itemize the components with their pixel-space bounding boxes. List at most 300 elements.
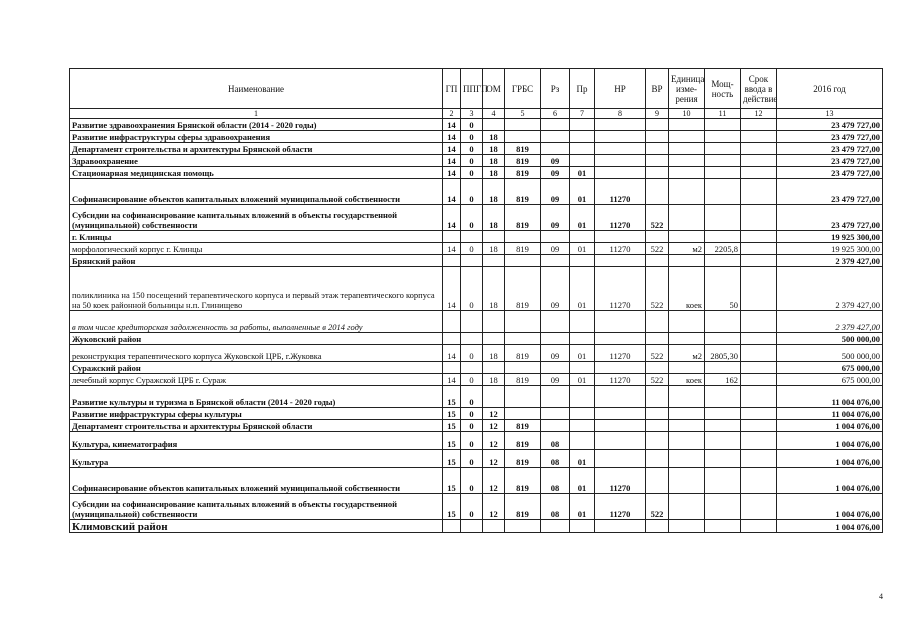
table-row — [70, 386, 883, 408]
unit-cell — [669, 143, 705, 155]
power-cell — [705, 205, 741, 231]
vr-cell — [646, 450, 669, 468]
nr-cell — [595, 155, 646, 167]
nr-cell — [595, 311, 646, 333]
row-name-cell: Здравоохранение — [70, 155, 443, 167]
amount-cell: 19 925 300,00 — [777, 243, 883, 255]
pr-cell — [570, 420, 595, 432]
table-row — [70, 243, 883, 255]
row-name-cell: поликлиника на 150 посещений терапевтического корпуса и первый этаж терапевтического корпуса на 50 коек районной больницы н.п. Глинищево — [70, 267, 443, 311]
unit-cell: м2 — [669, 243, 705, 255]
term-cell — [741, 167, 777, 179]
power-cell — [705, 408, 741, 420]
grbs-cell: 819 — [505, 179, 541, 205]
term-cell — [741, 205, 777, 231]
pr-cell: 01 — [570, 167, 595, 179]
unit-cell — [669, 205, 705, 231]
table-body — [70, 119, 883, 533]
column-number: 6 — [541, 109, 570, 119]
unit-cell — [669, 131, 705, 143]
table-row — [70, 432, 883, 450]
table-row — [70, 333, 883, 345]
amount-cell: 1 004 076,00 — [777, 468, 883, 494]
unit-cell — [669, 386, 705, 408]
om-cell: 12 — [483, 408, 505, 420]
gp-cell — [443, 311, 461, 333]
ppgp-cell: 0 — [461, 205, 483, 231]
nr-cell — [595, 450, 646, 468]
grbs-cell — [505, 362, 541, 374]
table-row — [70, 255, 883, 267]
ppgp-cell — [461, 362, 483, 374]
rz-cell: 08 — [541, 450, 570, 468]
om-cell — [483, 311, 505, 333]
grbs-cell: 819 — [505, 267, 541, 311]
grbs-cell — [505, 231, 541, 243]
gp-cell: 15 — [443, 468, 461, 494]
gp-cell — [443, 333, 461, 345]
ppgp-cell: 0 — [461, 432, 483, 450]
pr-cell: 01 — [570, 450, 595, 468]
power-cell — [705, 179, 741, 205]
ppgp-cell — [461, 231, 483, 243]
ppgp-cell: 0 — [461, 243, 483, 255]
amount-cell: 1 004 076,00 — [777, 520, 883, 533]
nr-cell — [595, 362, 646, 374]
term-cell — [741, 374, 777, 386]
column-number: 11 — [705, 109, 741, 119]
vr-cell — [646, 386, 669, 408]
power-cell — [705, 155, 741, 167]
pr-cell — [570, 155, 595, 167]
grbs-cell: 819 — [505, 420, 541, 432]
ppgp-cell: 0 — [461, 267, 483, 311]
vr-cell — [646, 468, 669, 494]
term-cell — [741, 155, 777, 167]
unit-cell: коек — [669, 374, 705, 386]
header-unit: Единица изме-рения — [669, 69, 705, 109]
om-cell — [483, 119, 505, 131]
power-cell — [705, 468, 741, 494]
gp-cell: 15 — [443, 386, 461, 408]
table-row — [70, 155, 883, 167]
rz-cell — [541, 255, 570, 267]
pr-cell — [570, 432, 595, 450]
vr-cell — [646, 520, 669, 533]
row-name-cell: г. Клинцы — [70, 231, 443, 243]
vr-cell: 522 — [646, 267, 669, 311]
grbs-cell: 819 — [505, 374, 541, 386]
vr-cell: 522 — [646, 374, 669, 386]
table-row — [70, 311, 883, 333]
term-cell — [741, 494, 777, 520]
ppgp-cell: 0 — [461, 374, 483, 386]
rz-cell — [541, 408, 570, 420]
om-cell: 18 — [483, 205, 505, 231]
ppgp-cell: 0 — [461, 155, 483, 167]
header-name: Наименование — [70, 69, 443, 109]
amount-cell: 2 379 427,00 — [777, 311, 883, 333]
gp-cell — [443, 520, 461, 533]
vr-cell — [646, 362, 669, 374]
unit-cell — [669, 420, 705, 432]
amount-cell: 23 479 727,00 — [777, 143, 883, 155]
header-term: Срок ввода в действие — [741, 69, 777, 109]
gp-cell: 14 — [443, 143, 461, 155]
pr-cell — [570, 131, 595, 143]
om-cell — [483, 520, 505, 533]
nr-cell — [595, 255, 646, 267]
ppgp-cell: 0 — [461, 408, 483, 420]
term-cell — [741, 408, 777, 420]
om-cell: 18 — [483, 345, 505, 362]
vr-cell — [646, 255, 669, 267]
om-cell: 18 — [483, 143, 505, 155]
term-cell — [741, 420, 777, 432]
vr-cell — [646, 143, 669, 155]
rz-cell: 08 — [541, 494, 570, 520]
om-cell: 12 — [483, 450, 505, 468]
vr-cell: 522 — [646, 345, 669, 362]
nr-cell — [595, 119, 646, 131]
power-cell — [705, 255, 741, 267]
column-number: 5 — [505, 109, 541, 119]
ppgp-cell — [461, 255, 483, 267]
rz-cell — [541, 311, 570, 333]
power-cell: 2805,30 — [705, 345, 741, 362]
nr-cell — [595, 520, 646, 533]
om-cell: 18 — [483, 155, 505, 167]
gp-cell: 14 — [443, 131, 461, 143]
column-number: 1 — [70, 109, 443, 119]
table-row — [70, 468, 883, 494]
om-cell — [483, 333, 505, 345]
gp-cell — [443, 362, 461, 374]
power-cell — [705, 450, 741, 468]
row-name-cell: Департамент строительства и архитектуры Брянской области — [70, 420, 443, 432]
gp-cell: 15 — [443, 420, 461, 432]
nr-cell: 11270 — [595, 205, 646, 231]
table-row — [70, 179, 883, 205]
unit-cell — [669, 231, 705, 243]
grbs-cell: 819 — [505, 494, 541, 520]
column-number: 4 — [483, 109, 505, 119]
nr-cell — [595, 432, 646, 450]
rz-cell: 09 — [541, 345, 570, 362]
unit-cell — [669, 408, 705, 420]
term-cell — [741, 267, 777, 311]
table-row — [70, 408, 883, 420]
header-year: 2016 год — [777, 69, 883, 109]
amount-cell: 1 004 076,00 — [777, 432, 883, 450]
om-cell: 18 — [483, 243, 505, 255]
pr-cell — [570, 119, 595, 131]
om-cell: 18 — [483, 179, 505, 205]
grbs-cell — [505, 131, 541, 143]
row-name-cell: Стационарная медицинская помощь — [70, 167, 443, 179]
unit-cell — [669, 450, 705, 468]
grbs-cell: 819 — [505, 167, 541, 179]
nr-cell — [595, 333, 646, 345]
term-cell — [741, 179, 777, 205]
pr-cell — [570, 311, 595, 333]
table-row — [70, 420, 883, 432]
term-cell — [741, 520, 777, 533]
power-cell — [705, 420, 741, 432]
gp-cell: 15 — [443, 432, 461, 450]
unit-cell — [669, 179, 705, 205]
rz-cell: 08 — [541, 432, 570, 450]
power-cell: 50 — [705, 267, 741, 311]
power-cell — [705, 494, 741, 520]
term-cell — [741, 255, 777, 267]
power-cell — [705, 333, 741, 345]
om-cell — [483, 255, 505, 267]
power-cell — [705, 231, 741, 243]
power-cell — [705, 119, 741, 131]
amount-cell: 23 479 727,00 — [777, 155, 883, 167]
table-row — [70, 450, 883, 468]
gp-cell: 14 — [443, 267, 461, 311]
amount-cell: 1 004 076,00 — [777, 494, 883, 520]
amount-cell: 1 004 076,00 — [777, 420, 883, 432]
om-cell — [483, 362, 505, 374]
term-cell — [741, 362, 777, 374]
column-number: 10 — [669, 109, 705, 119]
nr-cell — [595, 143, 646, 155]
pr-cell — [570, 143, 595, 155]
power-cell — [705, 386, 741, 408]
grbs-cell: 819 — [505, 468, 541, 494]
gp-cell — [443, 255, 461, 267]
gp-cell: 15 — [443, 408, 461, 420]
row-name-cell: реконструкция терапевтического корпуса Жуковской ЦРБ, г.Жуковка — [70, 345, 443, 362]
amount-cell: 1 004 076,00 — [777, 450, 883, 468]
pr-cell — [570, 231, 595, 243]
ppgp-cell: 0 — [461, 143, 483, 155]
grbs-cell: 819 — [505, 143, 541, 155]
unit-cell — [669, 520, 705, 533]
power-cell — [705, 311, 741, 333]
vr-cell: 522 — [646, 243, 669, 255]
column-number: 13 — [777, 109, 883, 119]
rz-cell — [541, 131, 570, 143]
column-number: 2 — [443, 109, 461, 119]
grbs-cell — [505, 386, 541, 408]
nr-cell — [595, 167, 646, 179]
pr-cell: 01 — [570, 468, 595, 494]
pr-cell — [570, 333, 595, 345]
term-cell — [741, 450, 777, 468]
row-name-cell: Развитие культуры и туризма в Брянской области (2014 - 2020 годы) — [70, 386, 443, 408]
row-name-cell: лечебный корпус Суражской ЦРБ г. Сураж — [70, 374, 443, 386]
gp-cell: 14 — [443, 167, 461, 179]
unit-cell — [669, 255, 705, 267]
rz-cell: 08 — [541, 468, 570, 494]
gp-cell: 14 — [443, 155, 461, 167]
rz-cell — [541, 119, 570, 131]
vr-cell: 522 — [646, 205, 669, 231]
column-number: 7 — [570, 109, 595, 119]
column-number: 8 — [595, 109, 646, 119]
power-cell — [705, 167, 741, 179]
gp-cell: 14 — [443, 205, 461, 231]
budget-table — [69, 68, 883, 533]
amount-cell: 500 000,00 — [777, 345, 883, 362]
column-number: 3 — [461, 109, 483, 119]
table-row — [70, 231, 883, 243]
header-vr: ВР — [646, 69, 669, 109]
gp-cell: 14 — [443, 374, 461, 386]
rz-cell: 09 — [541, 155, 570, 167]
header-ppgp: ППГП — [461, 69, 483, 109]
row-name-cell: Софинансирование объектов капитальных вложений муниципальной собственности — [70, 179, 443, 205]
pr-cell: 01 — [570, 345, 595, 362]
column-number: 12 — [741, 109, 777, 119]
column-number: 9 — [646, 109, 669, 119]
power-cell: 162 — [705, 374, 741, 386]
nr-cell — [595, 231, 646, 243]
ppgp-cell: 0 — [461, 386, 483, 408]
amount-cell: 500 000,00 — [777, 333, 883, 345]
header-om: ОМ — [483, 69, 505, 109]
rz-cell — [541, 520, 570, 533]
row-name-cell: Софинансирование объектов капитальных вложений муниципальной собственности — [70, 468, 443, 494]
row-name-cell: Культура — [70, 450, 443, 468]
table-row — [70, 131, 883, 143]
pr-cell — [570, 386, 595, 408]
rz-cell: 09 — [541, 267, 570, 311]
grbs-cell — [505, 119, 541, 131]
vr-cell — [646, 167, 669, 179]
term-cell — [741, 131, 777, 143]
table-row — [70, 119, 883, 131]
term-cell — [741, 243, 777, 255]
om-cell: 18 — [483, 374, 505, 386]
term-cell — [741, 345, 777, 362]
nr-cell: 11270 — [595, 374, 646, 386]
ppgp-cell: 0 — [461, 131, 483, 143]
amount-cell: 23 479 727,00 — [777, 205, 883, 231]
pr-cell: 01 — [570, 205, 595, 231]
vr-cell — [646, 231, 669, 243]
power-cell — [705, 432, 741, 450]
amount-cell: 2 379 427,00 — [777, 267, 883, 311]
grbs-cell — [505, 333, 541, 345]
term-cell — [741, 386, 777, 408]
nr-cell — [595, 408, 646, 420]
term-cell — [741, 143, 777, 155]
gp-cell: 15 — [443, 494, 461, 520]
vr-cell — [646, 432, 669, 450]
row-name-cell: Климовский район — [70, 520, 443, 533]
power-cell — [705, 143, 741, 155]
nr-cell: 11270 — [595, 494, 646, 520]
nr-cell — [595, 131, 646, 143]
pr-cell — [570, 520, 595, 533]
pr-cell: 01 — [570, 243, 595, 255]
power-cell: 2205,8 — [705, 243, 741, 255]
rz-cell: 09 — [541, 374, 570, 386]
vr-cell — [646, 311, 669, 333]
om-cell — [483, 231, 505, 243]
column-number-row — [70, 109, 883, 119]
unit-cell — [669, 119, 705, 131]
amount-cell: 675 000,00 — [777, 374, 883, 386]
row-name-cell: Жуковский район — [70, 333, 443, 345]
table-row — [70, 345, 883, 362]
grbs-cell — [505, 408, 541, 420]
rz-cell — [541, 420, 570, 432]
rz-cell: 09 — [541, 179, 570, 205]
unit-cell — [669, 362, 705, 374]
om-cell: 12 — [483, 468, 505, 494]
table-row — [70, 167, 883, 179]
rz-cell — [541, 231, 570, 243]
rz-cell: 09 — [541, 243, 570, 255]
rz-cell: 09 — [541, 205, 570, 231]
grbs-cell — [505, 255, 541, 267]
row-name-cell: Субсидии на софинансирование капитальных вложений в объекты государственной (муниципальной) собственности — [70, 205, 443, 231]
vr-cell — [646, 155, 669, 167]
nr-cell: 11270 — [595, 179, 646, 205]
header-pr: Пр — [570, 69, 595, 109]
row-name-cell: Культура, кинематография — [70, 432, 443, 450]
vr-cell — [646, 179, 669, 205]
ppgp-cell: 0 — [461, 420, 483, 432]
term-cell — [741, 432, 777, 450]
ppgp-cell — [461, 311, 483, 333]
gp-cell: 14 — [443, 119, 461, 131]
power-cell — [705, 131, 741, 143]
ppgp-cell: 0 — [461, 468, 483, 494]
row-name-cell: Развитие инфраструктуры сферы культуры — [70, 408, 443, 420]
rz-cell — [541, 143, 570, 155]
row-name-cell: Развитие здравоохранения Брянской области (2014 - 2020 годы) — [70, 119, 443, 131]
amount-cell: 23 479 727,00 — [777, 119, 883, 131]
ppgp-cell: 0 — [461, 345, 483, 362]
nr-cell: 11270 — [595, 267, 646, 311]
gp-cell: 15 — [443, 450, 461, 468]
nr-cell: 11270 — [595, 345, 646, 362]
table-row — [70, 374, 883, 386]
pr-cell: 01 — [570, 374, 595, 386]
table-row — [70, 267, 883, 311]
page-number: 4 — [879, 592, 883, 601]
unit-cell — [669, 333, 705, 345]
term-cell — [741, 468, 777, 494]
nr-cell — [595, 386, 646, 408]
row-name-cell: в том числе кредиторская задолженность за работы, выполненные в 2014 году — [70, 311, 443, 333]
ppgp-cell: 0 — [461, 119, 483, 131]
gp-cell: 14 — [443, 179, 461, 205]
rz-cell: 09 — [541, 167, 570, 179]
unit-cell — [669, 311, 705, 333]
rz-cell — [541, 386, 570, 408]
row-name-cell: Брянский район — [70, 255, 443, 267]
header-grbs: ГРБС — [505, 69, 541, 109]
om-cell: 12 — [483, 420, 505, 432]
unit-cell — [669, 468, 705, 494]
om-cell — [483, 386, 505, 408]
term-cell — [741, 119, 777, 131]
ppgp-cell — [461, 333, 483, 345]
nr-cell: 11270 — [595, 468, 646, 494]
table-row — [70, 520, 883, 533]
term-cell — [741, 311, 777, 333]
grbs-cell: 819 — [505, 205, 541, 231]
grbs-cell — [505, 520, 541, 533]
